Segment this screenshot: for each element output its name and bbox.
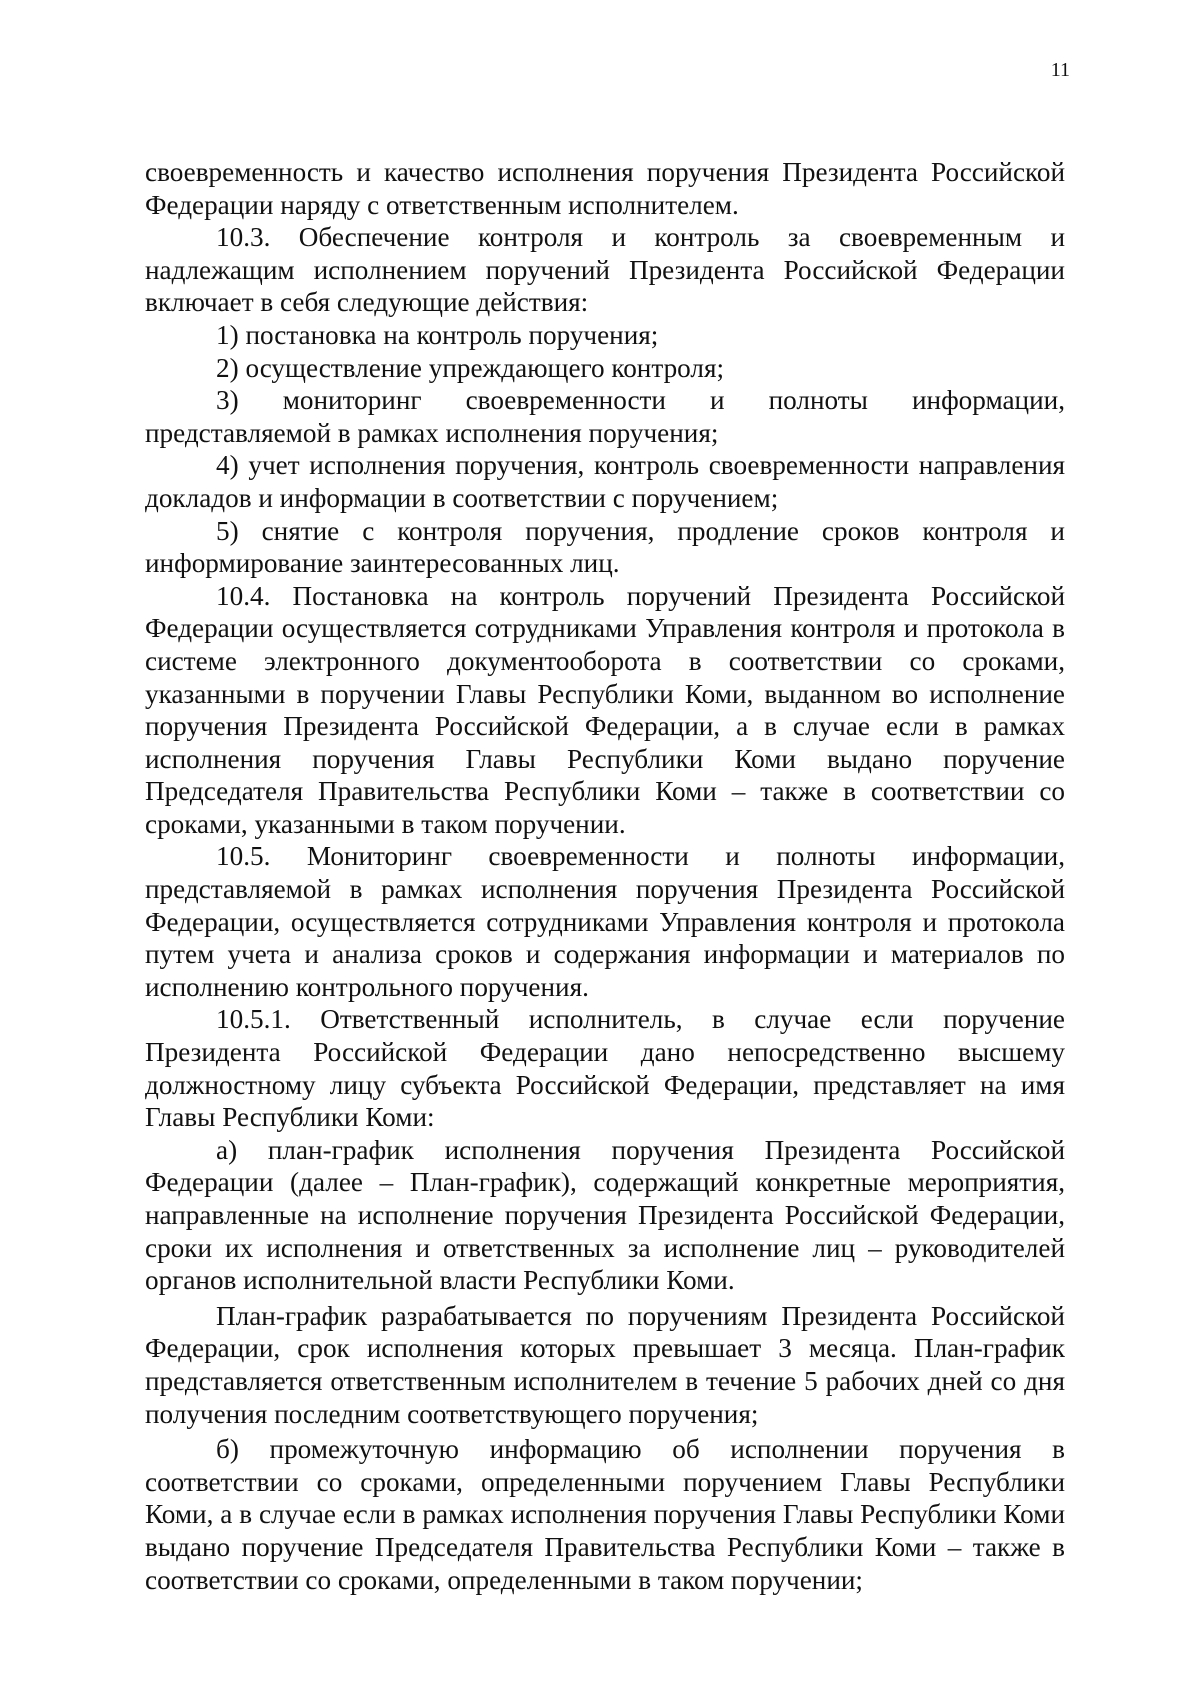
list-item-3: 3) мониторинг своевременности и полноты информации, представляемой в рамках исполнения поручения; [145,385,1065,448]
subitem-b: б) промежуточную информацию об исполнении поручения в соответствии со сроками, определенными поручением Главы Республики Коми, а в случае если в рамках исполнения поручения Главы Республики Коми выдано поручение Председателя Правительства Республики Коми – также в соответствии со сроками, определенными в таком поручении; [145,1434,1065,1595]
document-body [145,156,1065,1596]
list-item-1: 1) постановка на контроль поручения; [216,319,659,350]
paragraph-10-5-1: 10.5.1. Ответственный исполнитель, в случае если поручение Президента Российской Федерации дано непосредственно высшему должностному лицу субъекта Российской Федерации, представляет на имя Главы Республики Коми: [145,1004,1065,1133]
paragraph-continuation: своевременность и качество исполнения поручения Президента Российской Федерации наряду с ответственным исполнителем. [145,157,1065,220]
list-item-4: 4) учет исполнения поручения, контроль своевременности направления докладов и информации в соответствии с поручением; [145,450,1065,513]
subitem-a: а) план-график исполнения поручения Президента Российской Федерации (далее – План-график), содержащий конкретные мероприятия, направленные на исполнение поручения Президента Российской Федерации, сроки их исполнения и ответственных за исполнение лиц – руководителей органов исполнительной власти Республики Коми. [145,1134,1065,1296]
list-item-2: 2) осуществление упреждающего контроля; [216,352,725,383]
paragraph-plan-schedule: План-график разрабатывается по поручениям Президента Российской Федерации, срок исполнения которых превышает 3 месяца. План-график представляется ответственным исполнителем в течение 5 рабочих дней со дня получения последним соответствующего поручения; [145,1300,1065,1429]
page-number: 11 [1050,59,1070,81]
paragraph-10-4: 10.4. Постановка на контроль поручений Президента Российской Федерации осуществляется сотрудниками Управления контроля и протокола в системе электронного документооборота в соответствии со сроками, указанными в поручении Главы Республики Коми, выданном во исполнение поручения Президента Российской Федерации, а в случае если в рамках исполнения поручения Главы Республики Коми выдано поручение Председателя Правительства Республики Коми – также в соответствии со сроками, указанными в таком поручении. [145,580,1065,839]
paragraph-10-3: 10.3. Обеспечение контроля и контроль за своевременным и надлежащим исполнением поручений Президента Российской Федерации включает в себя следующие действия: [145,222,1065,318]
paragraph-10-5: 10.5. Мониторинг своевременности и полноты информации, представляемой в рамках исполнения поручения Президента Российской Федерации, осуществляется сотрудниками Управления контроля и протокола путем учета и анализа сроков и содержания информации и материалов по исполнению контрольного поручения. [145,841,1065,1002]
list-item-5: 5) снятие с контроля поручения, продление сроков контроля и информирование заинтересованных лиц. [145,515,1065,579]
